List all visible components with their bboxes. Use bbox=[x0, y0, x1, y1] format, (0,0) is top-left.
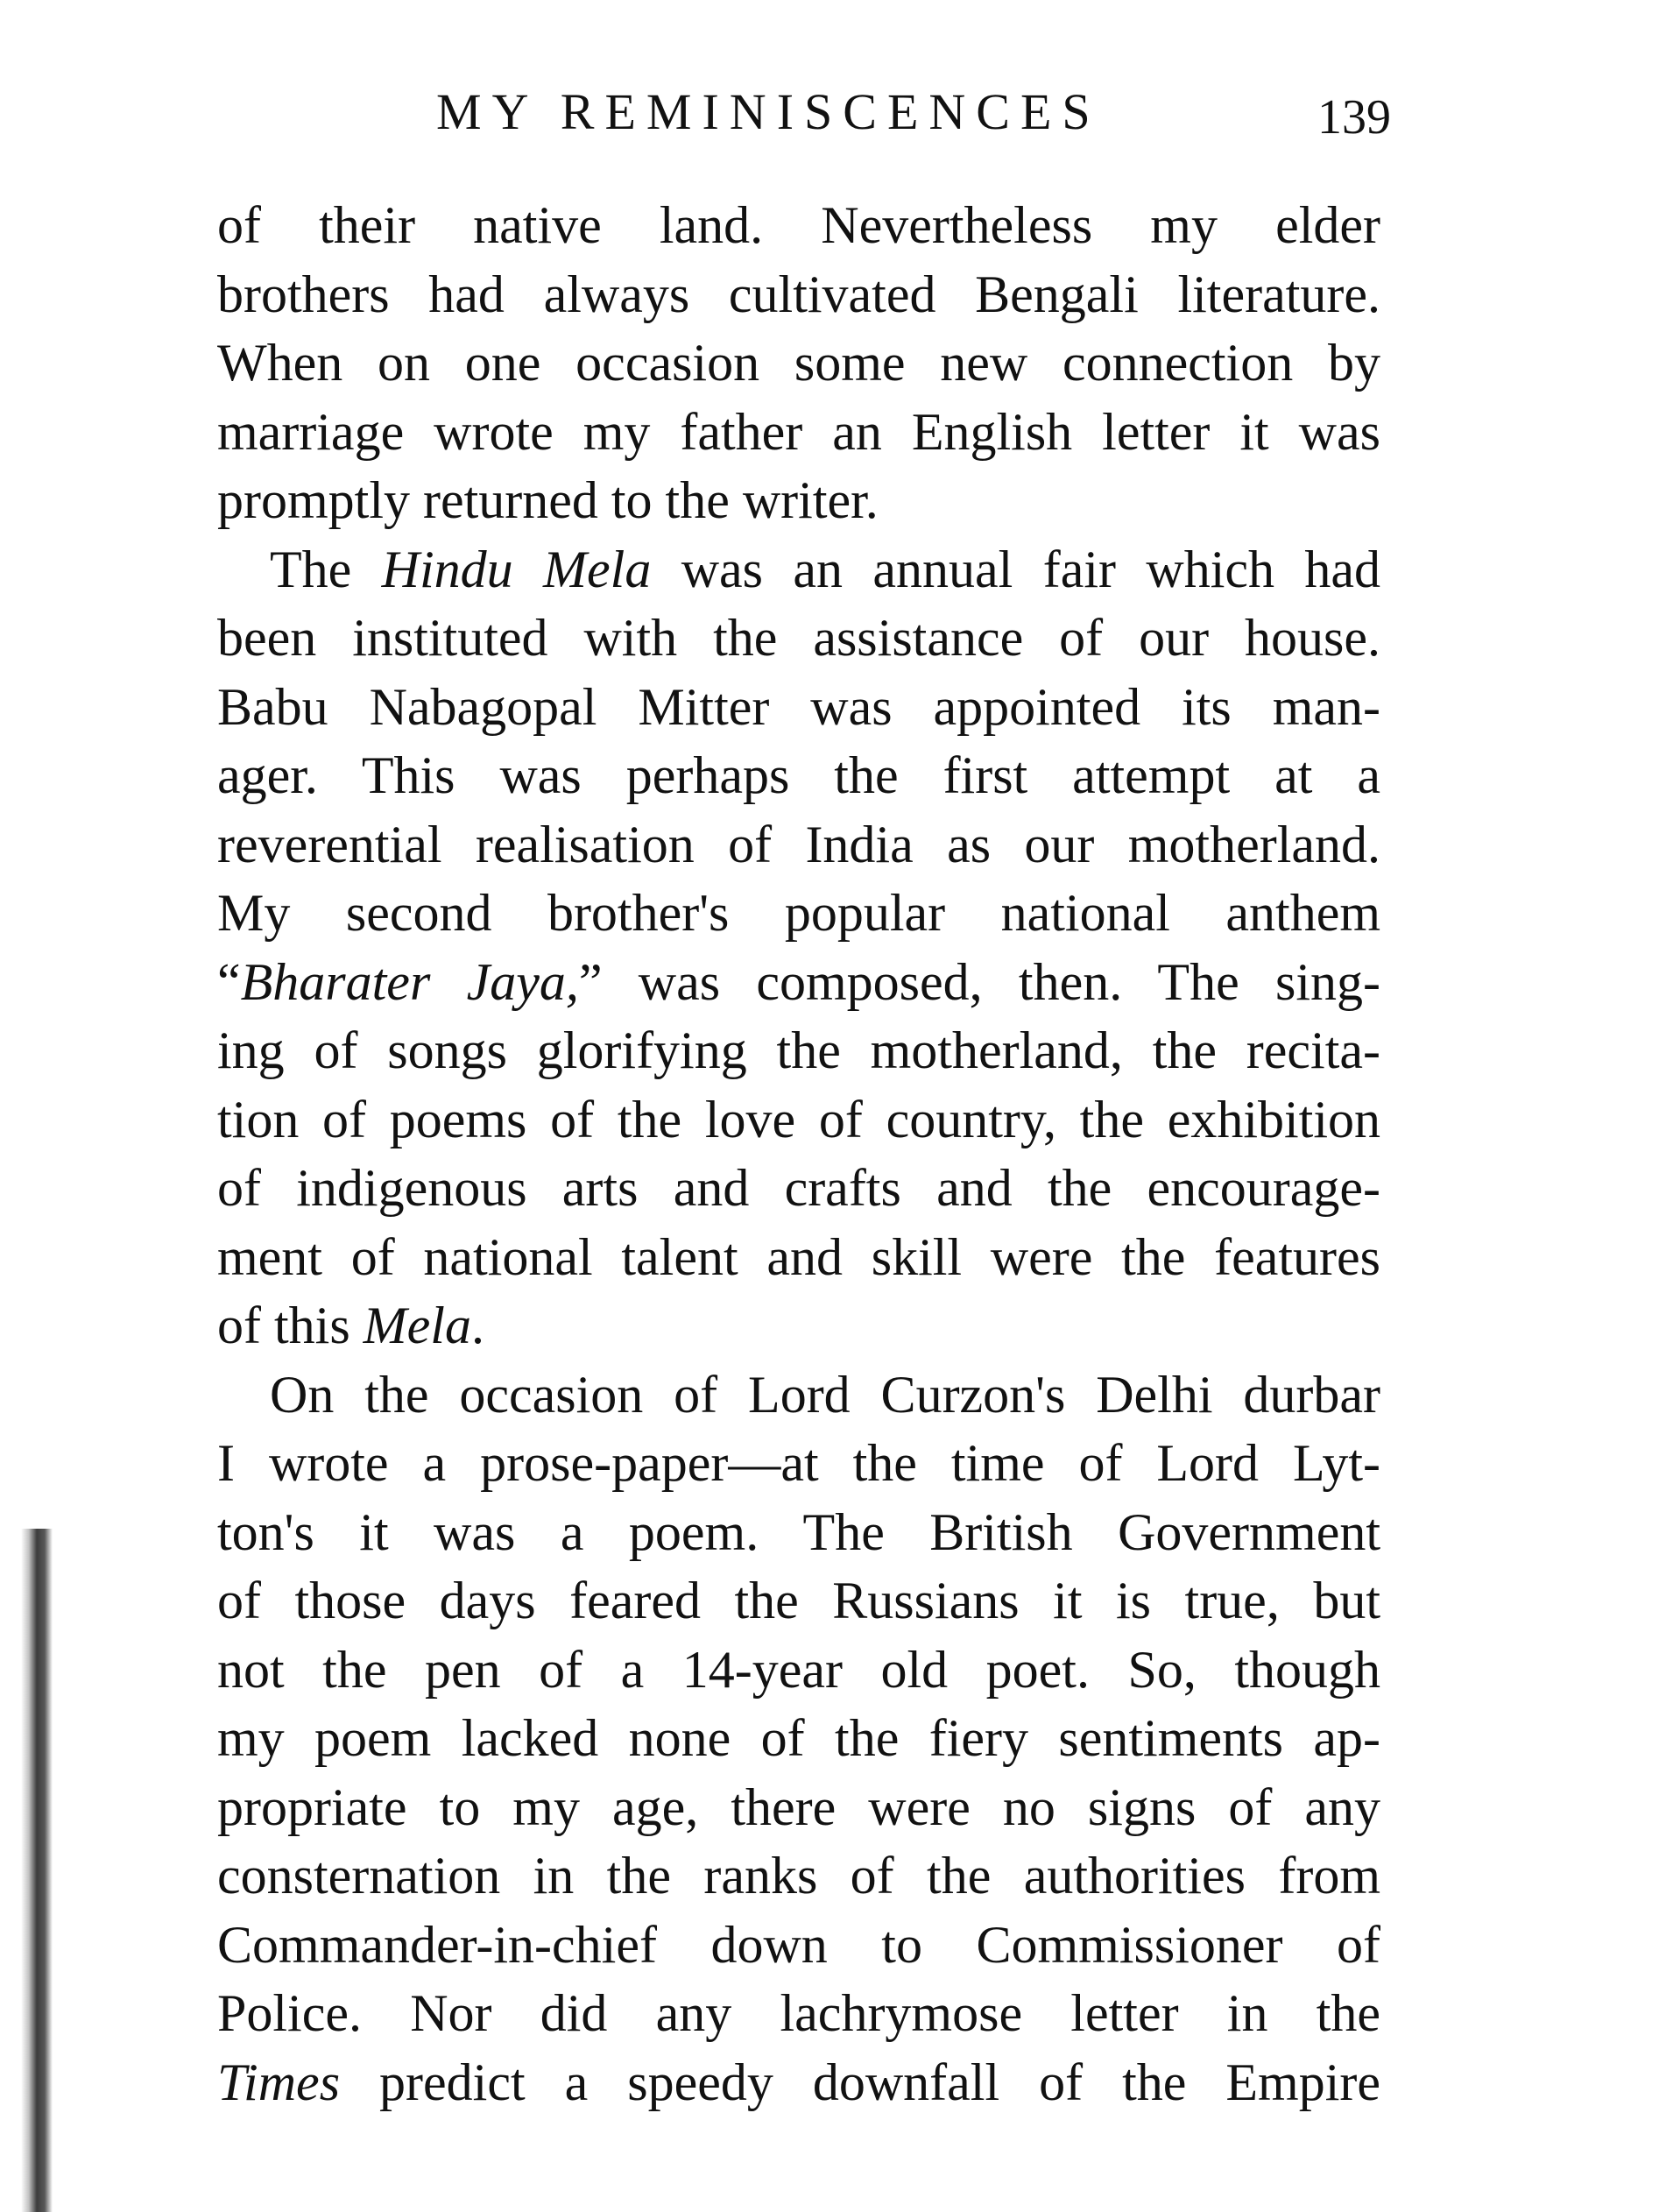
text-line: of indigenous arts and crafts and the encourage- bbox=[217, 1159, 1380, 1217]
text-line: Commander-in-chief down to Commissioner of bbox=[217, 1915, 1380, 1974]
text-line: ing of songs glorifying the motherland, the recita- bbox=[217, 1021, 1380, 1079]
text-line: ton's it was a poem. The British Government bbox=[217, 1502, 1380, 1561]
text-line: When on one occasion some new connection by bbox=[217, 334, 1380, 392]
text-line: of their native land. Nevertheless my elder bbox=[217, 196, 1380, 254]
italic-term: Bharater Jaya, bbox=[240, 952, 579, 1011]
text-line: marriage wrote my father an English letter it was bbox=[217, 402, 1380, 461]
text-line: tion of poems of the love of country, the exhibition bbox=[217, 1090, 1380, 1148]
text-line: my poem lacked none of the fiery sentiments ap- bbox=[217, 1709, 1380, 1767]
text-line: not the pen of a 14-year old poet. So, though bbox=[217, 1640, 1380, 1699]
binding-shadow bbox=[0, 1529, 53, 2212]
text-line: propriate to my age, there were no signs of any bbox=[217, 1777, 1380, 1836]
text-line: “Bharater Jaya,” was composed, then. The sing- bbox=[217, 952, 1380, 1011]
text-line: brothers had always cultivated Bengali literature. bbox=[217, 265, 1380, 323]
text-line: of this Mela. bbox=[217, 1297, 484, 1354]
text-line: I wrote a prose-paper—at the time of Lord Lyt- bbox=[217, 1434, 1380, 1492]
text-line: promptly returned to the writer. bbox=[217, 471, 879, 529]
text-line: ager. This was perhaps the first attempt at a bbox=[217, 746, 1380, 804]
running-title: MY REMINISCENCES bbox=[436, 83, 1101, 140]
running-head bbox=[217, 77, 1391, 147]
text-line: My second brother's popular national anthem bbox=[217, 884, 1380, 942]
text-line: The Hindu Mela was an annual fair which had bbox=[270, 540, 1381, 598]
text-line: ment of national talent and skill were the features bbox=[217, 1227, 1380, 1286]
text-line: Babu Nabagopal Mitter was appointed its man- bbox=[217, 677, 1380, 736]
italic-term: Mela bbox=[363, 1297, 471, 1354]
italic-term: Hindu Mela bbox=[381, 540, 652, 598]
text-line: of those days feared the Russians it is true, but bbox=[217, 1572, 1380, 1629]
body-text bbox=[217, 191, 1380, 2117]
text-line: On the occasion of Lord Curzon's Delhi durbar bbox=[270, 1365, 1380, 1424]
text-line: Police. Nor did any lachrymose letter in the bbox=[217, 1984, 1380, 2042]
page-number: 139 bbox=[1317, 90, 1391, 145]
text-line: reverential realisation of India as our motherland. bbox=[217, 815, 1380, 873]
italic-term: Times bbox=[217, 2053, 341, 2111]
text-line: consternation in the ranks of the authorities from bbox=[217, 1847, 1380, 1905]
text-line: been instituted with the assistance of our house. bbox=[217, 609, 1380, 667]
text-line: Times predict a speedy downfall of the Empire bbox=[217, 2053, 1380, 2111]
